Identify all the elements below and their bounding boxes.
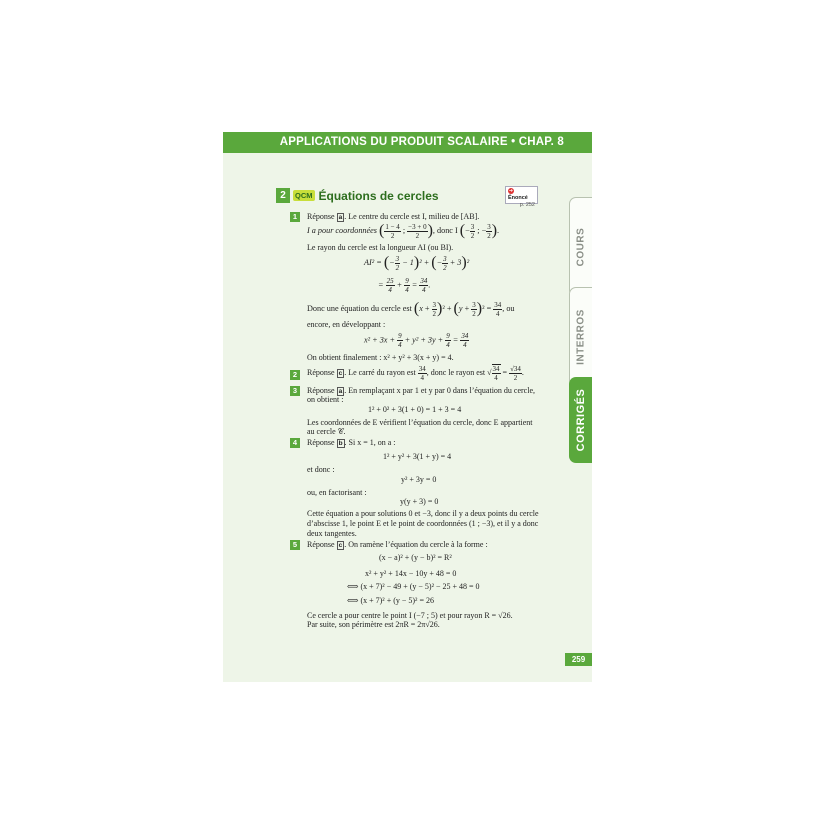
- item-1-line3: Le rayon du cercle est la longueur AI (ou BI).: [307, 243, 454, 252]
- item-5-text: . On ramène l’équation du cercle à la forme :: [344, 540, 488, 549]
- item-1-coords: I a pour coordonnées ( $\frac{1 - 4}{2}$ ; $\frac{-3 + 0}{2}$ ), donc I (− $\frac{3}{2}$ ; − $\frac{3}{2}$ ).: [307, 222, 500, 240]
- item-1-text: . Le centre du cercle est I, milieu de [AB].: [344, 212, 480, 221]
- qcm-badge: QCM: [295, 191, 313, 200]
- answer-prefix: Réponse: [307, 386, 335, 395]
- item-4-text: . Si x = 1, on a :: [344, 438, 396, 447]
- item-3-line2: on obtient :: [307, 395, 344, 404]
- item-1-line4b: , ou: [502, 303, 515, 313]
- item-3-eq1: 1² + 0² + 3(1 + 0) = 1 + 3 = 4: [368, 405, 462, 414]
- answer-box: b: [338, 440, 343, 447]
- item-1-coords-text: I a pour coordonnées: [307, 225, 377, 235]
- answer-prefix: Réponse: [307, 438, 335, 447]
- item-number-1: 1: [290, 212, 300, 222]
- item-1-eq-circle: Donc une équation du cercle est (x + $\frac{3}{2}$ )² + (y + $\frac{3}{2}$ )² = $\frac{34}{4}$ , ou: [307, 300, 515, 318]
- item-5-line2: Ce cercle a pour centre le point I (−7 ; 5) et pour rayon R = √26.: [307, 611, 513, 620]
- item-1-eq-dev: x² + 3x + $\frac{9}{4}$ + y² + 3y + $\frac{9}{4}$ = $\frac{34}{4}$: [364, 332, 469, 349]
- tab-interros-label: INTERROS: [575, 309, 587, 365]
- item-4-line3: ou, en factorisant :: [307, 488, 367, 497]
- item-1-line1: [307, 212, 479, 222]
- arrow-icon: ➜: [508, 188, 514, 194]
- item-5-line3: Par suite, son périmètre est 2πR = 2π√26.: [307, 620, 440, 629]
- answer-prefix: Réponse: [307, 212, 335, 221]
- item-5-eq3: ⟺ (x + 7)² − 49 + (y − 5)² − 25 + 48 = 0: [347, 582, 480, 591]
- item-number-4: 4: [290, 438, 300, 448]
- enonce-page: p. 252: [519, 202, 535, 209]
- item-5-eq4: ⟺ (x + 7)² + (y − 5)² = 26: [347, 596, 434, 605]
- item-number-5: 5: [290, 540, 300, 550]
- item-4-eq2: y² + 3y = 0: [401, 475, 437, 484]
- item-3-line4: au cercle 𝒞.: [307, 427, 346, 436]
- item-3-text: . En remplaçant x par 1 et y par 0 dans l’équation du cercle,: [344, 386, 535, 395]
- answer-prefix: Réponse: [307, 367, 335, 377]
- section-header: [276, 188, 439, 203]
- item-5-line1: [307, 540, 488, 550]
- page-number: 259: [565, 653, 592, 666]
- item-5-eq1: (x − a)² + (y − b)² = R²: [379, 553, 452, 562]
- answer-box: a: [338, 388, 343, 395]
- item-4-line4: Cette équation a pour solutions 0 et −3, donc il y a deux points du cercle: [307, 509, 539, 518]
- item-2-line1: Réponse c . Le carré du rayon est $\frac{34}{4}$ , donc le rayon est √ $\frac{34}{4}$ = $\frac{√34}{2}$ .: [307, 364, 524, 382]
- section-title: Équations de cercles: [318, 188, 439, 203]
- item-4-line5: d’abscisse 1, le point E et le point de coordonnées (1 ; −3), et il y a donc: [307, 519, 539, 528]
- item-number-2: 2: [290, 370, 300, 380]
- tab-corriges[interactable]: [569, 377, 592, 463]
- tab-corriges-label: CORRIGÉS: [575, 388, 587, 452]
- enonce-link[interactable]: [505, 186, 538, 209]
- answer-box: c: [338, 369, 343, 377]
- chapter-header: APPLICATIONS DU PRODUIT SCALAIRE • CHAP. 8: [223, 132, 592, 153]
- item-1-eq-ai-result: = $\frac{25}{4}$ + $\frac{9}{4}$ = $\frac{34}{4}$ .: [378, 277, 431, 294]
- item-3-line3: Les coordonnées de E vérifient l’équation du cercle, donc E appartient: [307, 418, 533, 427]
- item-1-eq-ai: AI² = (− $\frac{3}{2}$ − 1)² + (− $\frac{3}{2}$ + 3)²: [364, 254, 470, 272]
- tab-cours[interactable]: [569, 197, 592, 297]
- item-4-line1: [307, 438, 396, 448]
- answer-box: a: [338, 214, 343, 221]
- item-1-coords-donc: , donc I: [432, 225, 458, 235]
- tab-cours-label: COURS: [575, 227, 587, 267]
- enonce-label: Énoncé: [508, 195, 528, 202]
- item-1-line6: On obtient finalement : x² + y² + 3(x + y) = 4.: [307, 353, 454, 362]
- item-number-3: 3: [290, 386, 300, 396]
- item-2-text-b: , donc le rayon est: [426, 367, 486, 377]
- item-1-line5: encore, en développant :: [307, 320, 386, 329]
- item-4-eq3: y(y + 3) = 0: [400, 497, 439, 506]
- item-4-line2: et donc :: [307, 465, 335, 474]
- item-5-eq2: x² + y² + 14x − 10y + 48 = 0: [365, 569, 457, 578]
- item-4-line6: deux tangentes.: [307, 529, 357, 538]
- item-1-line4: Donc une équation du cercle est: [307, 303, 412, 313]
- item-2-text: . Le carré du rayon est: [344, 367, 416, 377]
- answer-prefix: Réponse: [307, 540, 335, 549]
- section-number: 2: [276, 188, 290, 203]
- item-4-eq1: 1² + y² + 3(1 + y) = 4: [383, 452, 452, 461]
- answer-box: c: [338, 542, 343, 549]
- tab-interros[interactable]: [569, 287, 592, 387]
